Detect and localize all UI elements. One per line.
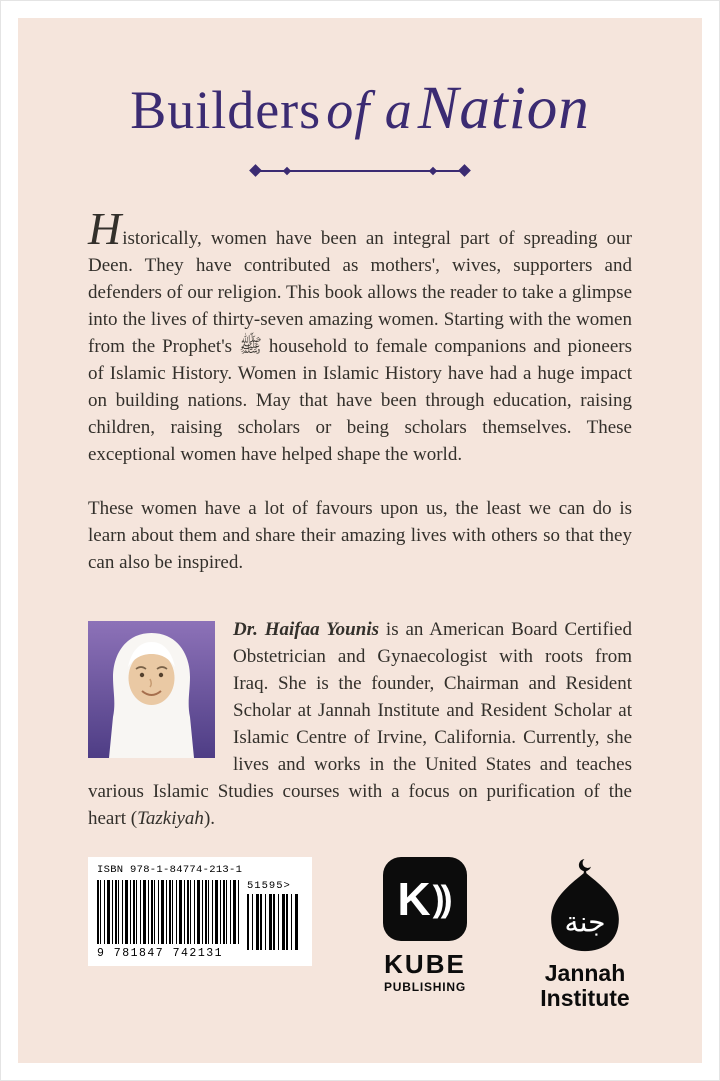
divider-line	[436, 170, 460, 172]
book-back-cover	[18, 18, 702, 1063]
author-bio-section	[88, 616, 632, 832]
barcode-bars-icon	[97, 880, 239, 944]
title-word-builders: Builders	[130, 80, 322, 140]
barcode-main-column	[97, 880, 239, 960]
divider-diamond-icon	[283, 166, 291, 174]
barcode-addon-column	[247, 880, 299, 950]
divider-diamond-icon	[249, 164, 262, 177]
barcode-bars-row	[97, 880, 303, 960]
barcode-addon-bars-icon	[247, 894, 299, 950]
title-word-nation: Nation	[417, 75, 590, 142]
closing-paragraph: These women have a lot of favours upon us, the least we can do is learn about them and share their amazing lives with others so that they can also be inspired.	[88, 498, 632, 573]
author-portrait-illustration	[88, 621, 215, 758]
barcode	[88, 857, 312, 966]
divider-diamond-icon	[458, 164, 471, 177]
kube-logo-icon	[383, 857, 467, 941]
synopsis-text: istorically, women have been an integral part of spreading our Deen. They have contributed as mothers', wives, supporters and defenders of our religion. This book allows the reader to take a glimpse into the lives of thirty-seven amazing women. Starting with the women from the Prophet's ﷺ household to female companions and pioneers of Islamic History. Women in Islamic History have had a huge impact on building nations. May that have been through education, raising children, raising scholars or being scholars themselves. These exceptional women have helped shape the world.	[88, 228, 632, 465]
synopsis-paragraph	[88, 203, 632, 468]
barcode-addon-code: 51595>	[247, 880, 291, 893]
author-bio-italic-term: Tazkiyah	[137, 808, 204, 829]
author-bio-text: is an American Board Certified Obstetrician and Gynaecologist with roots from Iraq. She is the founder, Chairman and Resident Scholar at Jannah Institute and Resident Scholar at Islamic Centre of Irvine, California. Currently, she lives and works in the United States and teaches various Islamic Studies courses with a focus on purification of the heart (	[88, 619, 632, 829]
author-bio-text-end: ).	[203, 808, 216, 829]
jannah-arabic-calligraphy: جنة	[564, 905, 606, 939]
kube-publishing-logo	[383, 857, 467, 993]
title-block	[88, 74, 632, 175]
kube-name: KUBE	[384, 949, 466, 980]
kube-k-glyph: K	[397, 873, 431, 926]
isbn-label: ISBN 978-1-84774-213-1	[97, 864, 243, 877]
author-name: Dr. Haifaa Younis	[233, 619, 379, 640]
mosque-dome-icon	[538, 857, 632, 955]
book-title	[88, 74, 632, 144]
divider-diamond-icon	[429, 166, 437, 174]
jannah-name: Jannah	[544, 960, 626, 987]
dropcap-letter: H	[88, 203, 123, 254]
kube-curves-glyph: ))	[432, 878, 449, 920]
divider-line	[260, 170, 284, 172]
title-word-of-a: of a	[326, 80, 413, 140]
bottom-logo-row	[88, 857, 632, 1011]
ornamental-divider	[251, 166, 469, 175]
author-photo	[88, 621, 215, 758]
barcode-number: 9 781847 742131	[97, 947, 224, 961]
jannah-institute-logo	[538, 857, 632, 1011]
divider-line	[290, 170, 430, 172]
kube-subtitle: PUBLISHING	[383, 980, 466, 995]
jannah-subtitle: Institute	[540, 985, 630, 1012]
